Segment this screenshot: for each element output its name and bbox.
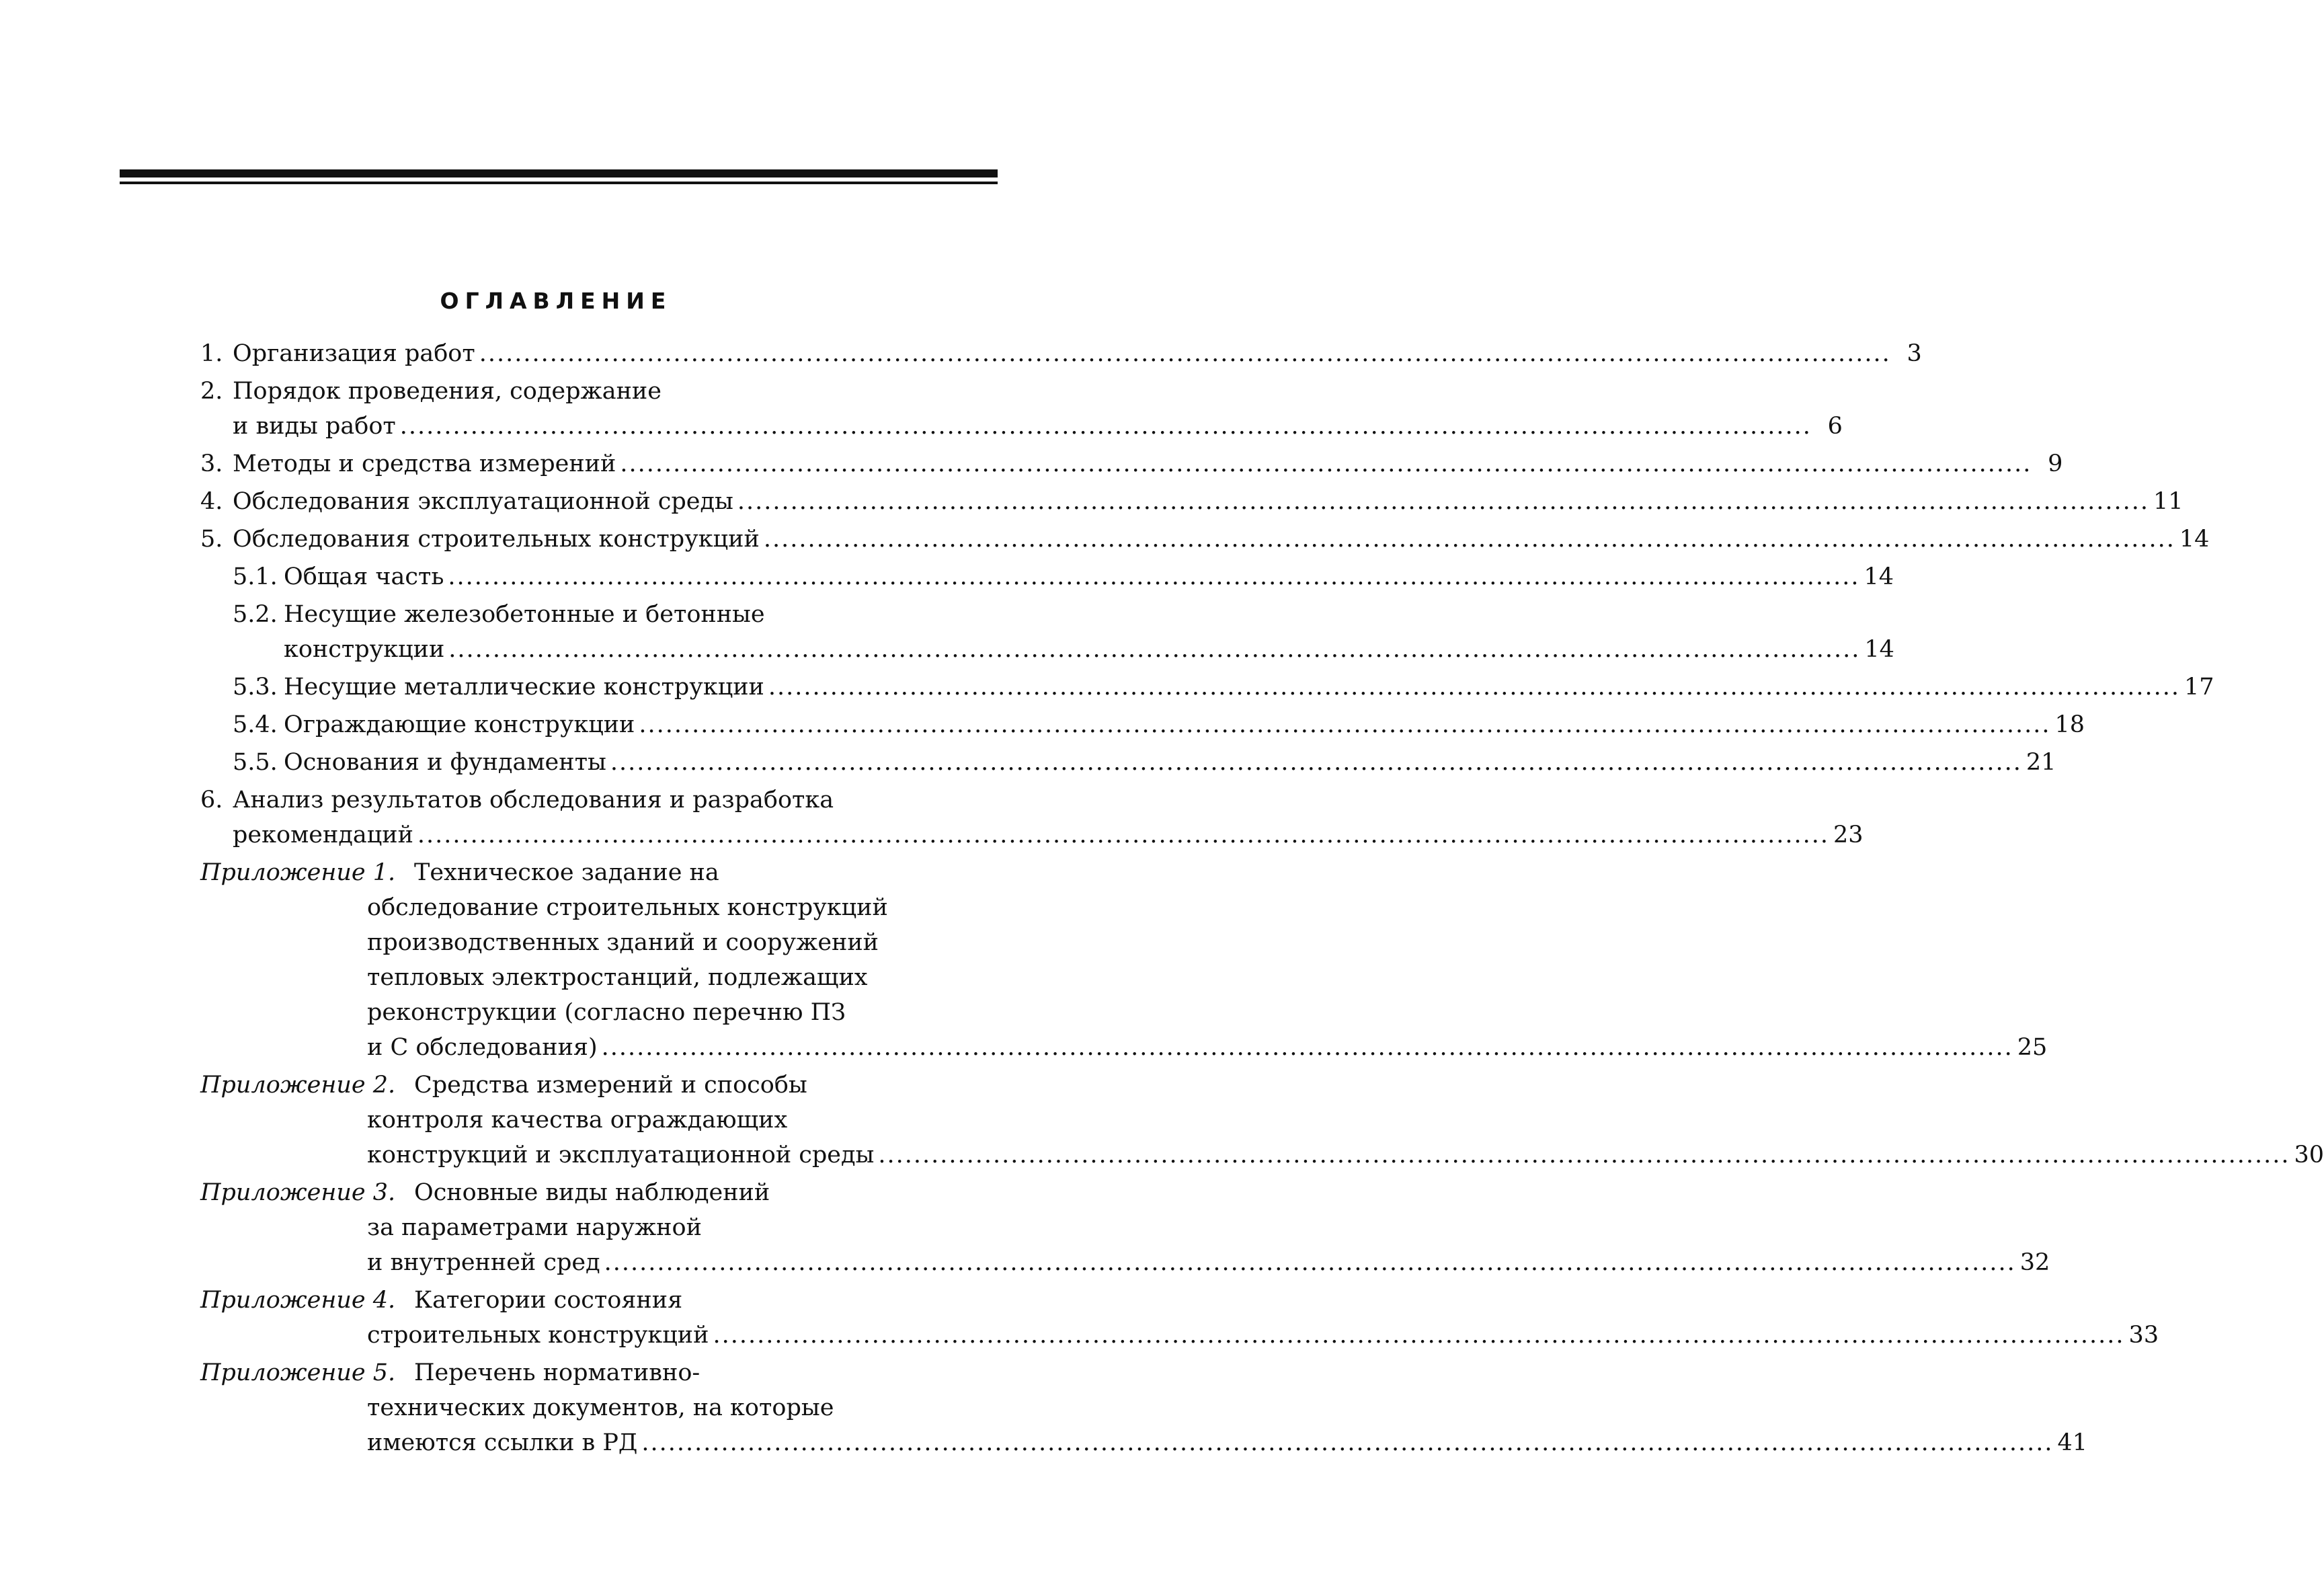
toc-entry-text: Общая часть [284,563,444,590]
toc-entry-text: обследование строительных конструкций [367,894,888,921]
toc-entry-text: Порядок проведения, содержание [233,378,662,405]
toc-entry-text: реконструкции (согласно перечню ПЗ [367,999,846,1026]
toc-entry-text: и С обследования) [367,1034,598,1061]
toc-page-number: 23 [1833,822,1864,848]
toc-entry-text: и виды работ [233,413,396,440]
toc-page-number: 32 [2019,1249,2050,1276]
toc-appendix-5[interactable]: Приложение 5. Перечень нормативно- технических документов, на которые имеются ссылки в РД ................................................................................................................................................................ 41 [200,1355,916,1460]
toc-entry-5-4[interactable]: 5.4. Ограждающие конструкции ................................................................................................................................................................ 18 [200,707,916,742]
toc-entry-text: строительных конструкций [367,1322,709,1349]
appendix-label: Приложение 4. [200,1287,396,1314]
toc-entry-text: контроля качества ограждающих [367,1107,788,1134]
toc-entry-text: Обследования эксплуатационной среды [233,488,733,515]
toc-entry-text: Обследования строительных конструкций [233,526,760,553]
toc-entry-text: Ограждающие конструкции [284,711,635,738]
toc-entry-text: конструкции [284,636,445,663]
toc-entry-number: 1. [200,340,223,367]
table-of-contents [200,336,2324,1460]
toc-entry-4[interactable]: 4. Обследования эксплуатационной среды ................................................................................................................................................................ 11 [200,484,916,519]
toc-entry-text: Основания и фундаменты [284,749,606,776]
toc-entry-number: 5. [200,526,223,553]
toc-entry-5-3[interactable]: 5.3. Несущие металлические конструкции ................................................................................................................................................................ 17 [200,670,916,705]
toc-entry-text: конструкций и эксплуатационной среды [367,1142,875,1168]
toc-entry-number: 5.5. [233,749,278,776]
toc-page-number: 18 [2054,711,2085,738]
toc-entry-3[interactable]: 3. Методы и средства измерений ................................................................................................................................................................ 9 [200,446,916,481]
toc-entry-text: Организация работ [233,340,475,367]
toc-appendix-2[interactable]: Приложение 2. Средства измерений и способы контроля качества ограждающих конструкций и эксплуатационной среды ................................................................................................................................................................ 30 [200,1068,916,1173]
toc-entry-number: 5.3. [233,674,278,701]
toc-entry-2[interactable]: 2. Порядок проведения, содержание и виды работ ................................................................................................................................................................ 6 [200,374,916,444]
toc-page-number: 14 [1864,636,1894,663]
toc-entry-1[interactable]: 1. Организация работ ................................................................................................................................................................ 3 [200,336,916,371]
toc-entry-text: производственных зданий и сооружений [367,929,879,956]
toc-entry-text: рекомендаций [233,822,413,848]
toc-entry-number: 2. [200,378,223,405]
toc-entry-text: Несущие металлические конструкции [284,674,764,701]
toc-entry-number: 5.1. [233,563,278,590]
toc-page-number: 21 [2026,749,2056,776]
toc-entry-number: 6. [200,787,223,813]
toc-page-number: 25 [2017,1034,2048,1061]
toc-page-number: 30 [2294,1142,2324,1168]
toc-page-number: 3 [1907,340,1922,367]
toc-entry-5-1[interactable]: 5.1. Общая часть ................................................................................................................................................................ 14 [200,559,916,594]
toc-page-number: 6 [1827,413,1843,440]
toc-entry-5-2[interactable]: 5.2. Несущие железобетонные и бетонные конструкции ................................................................................................................................................................ 14 [200,597,916,667]
toc-entry-number: 5.4. [233,711,278,738]
toc-entry-text: за параметрами наружной [367,1214,702,1241]
toc-entry-number: 5.2. [233,601,278,628]
toc-appendix-4[interactable]: Приложение 4. Категории состояния строительных конструкций ................................................................................................................................................................ 33 [200,1283,916,1353]
toc-page-number: 14 [2179,526,2210,553]
appendix-label: Приложение 2. [200,1072,396,1099]
toc-entry-text: Анализ результатов обследования и разработка [233,787,834,813]
appendix-label: Приложение 5. [200,1359,396,1386]
toc-entry-number: 3. [200,450,223,477]
toc-entry-number: 4. [200,488,223,515]
toc-appendix-1[interactable]: Приложение 1. Техническое задание на обследование строительных конструкций производственных зданий и сооружений тепловых электростанций, подлежащих реконструкции (согласно перечню ПЗ и С обследования) ................................................................................................................................................................ 25 [200,855,916,1065]
appendix-label: Приложение 3. [200,1179,396,1206]
toc-entry-6[interactable]: 6. Анализ результатов обследования и разработка рекомендаций ................................................................................................................................................................ 23 [200,783,916,852]
toc-entry-5[interactable]: 5. Обследования строительных конструкций ................................................................................................................................................................ 14 [200,522,916,557]
toc-entry-text: и внутренней сред [367,1249,600,1276]
toc-title: ОГЛАВЛЕНИЕ [440,288,672,314]
toc-page-number: 41 [2057,1429,2087,1456]
toc-entry-text: имеются ссылки в РД [367,1429,638,1456]
appendix-label: Приложение 1. [200,859,396,886]
toc-entry-text: Несущие железобетонные и бетонные [284,601,765,628]
toc-page-number: 33 [2128,1322,2159,1349]
toc-entry-text: Перечень нормативно- [414,1359,700,1386]
header-rule-thick [120,169,998,177]
toc-page-number: 11 [2153,488,2183,515]
toc-page-number: 14 [1864,563,1894,590]
toc-page-number: 17 [2183,674,2214,701]
toc-entry-text: Категории состояния [414,1287,683,1314]
toc-entry-text: тепловых электростанций, подлежащих [367,964,868,991]
toc-entry-text: технических документов, на которые [367,1394,834,1421]
header-rule-thin [120,182,998,184]
toc-page-number: 9 [2048,450,2063,477]
toc-entry-text: Техническое задание на [414,859,719,886]
toc-entry-text: Методы и средства измерений [233,450,616,477]
toc-appendix-3[interactable]: Приложение 3. Основные виды наблюдений за параметрами наружной и внутренней сред ................................................................................................................................................................ 32 [200,1175,916,1280]
toc-entry-5-5[interactable]: 5.5. Основания и фундаменты ................................................................................................................................................................ 21 [200,745,916,780]
toc-entry-text: Основные виды наблюдений [414,1179,770,1206]
toc-entry-text: Средства измерений и способы [414,1072,807,1099]
